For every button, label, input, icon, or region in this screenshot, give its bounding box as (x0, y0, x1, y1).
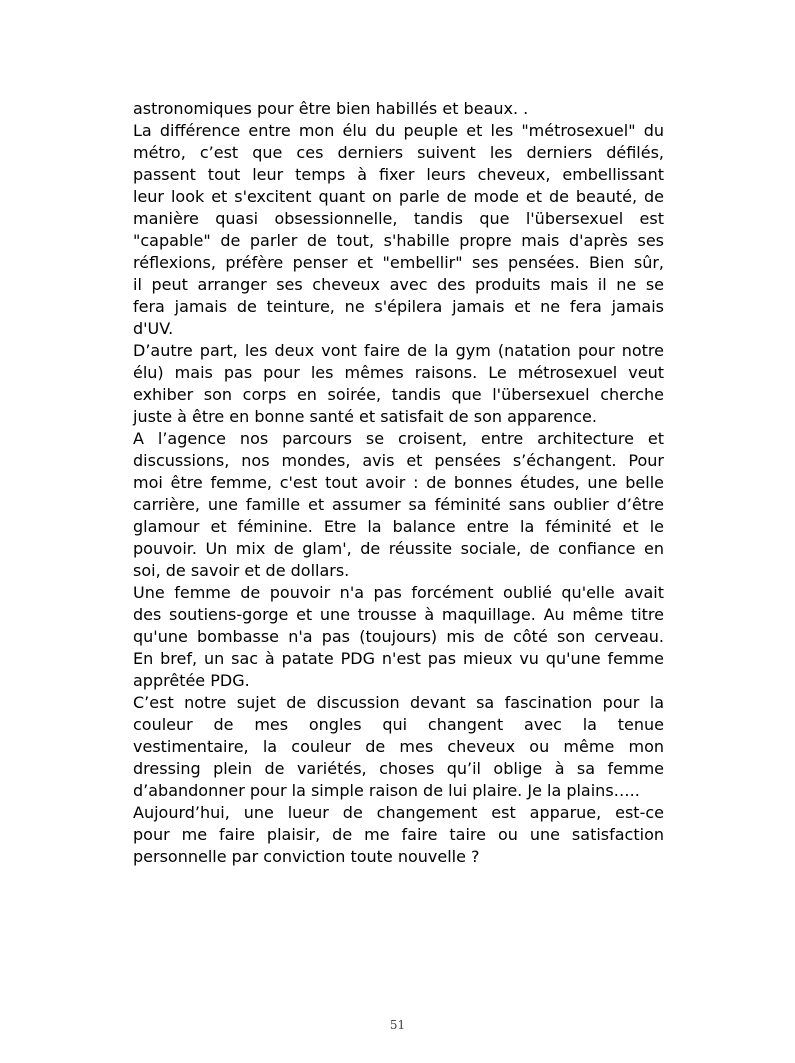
text-line: apprêtée PDG. (133, 671, 250, 690)
paragraph (133, 582, 664, 692)
text-line: carrière, une famille et assumer sa féminité sans oublier d’être (133, 495, 664, 514)
text-line: pouvoir. Un mix de glam', de réussite sociale, de confiance en (133, 539, 664, 558)
text-line: astronomiques pour être bien habillés et beaux. . (133, 99, 529, 118)
text-line: glamour et féminine. Etre la balance entre la féminité et le (133, 517, 664, 536)
text-line: Une femme de pouvoir n'a pas forcément oublié qu'elle avait (133, 583, 664, 602)
body-text (133, 98, 664, 868)
text-line: couleur de mes ongles qui changent avec la tenue (133, 715, 664, 734)
text-line: exhiber son corps en soirée, tandis que l'übersexuel cherche (133, 385, 664, 404)
paragraph (133, 120, 664, 340)
text-line: dressing plein de variétés, choses qu’il oblige à sa femme (133, 759, 664, 778)
text-line: réflexions, préfère penser et "embellir" ses pensées. Bien sûr, (133, 253, 664, 272)
paragraph (133, 340, 664, 428)
text-line: qu'une bombasse n'a pas (toujours) mis de côté son cerveau. (133, 627, 664, 646)
text-line: La différence entre mon élu du peuple et les "métrosexuel" du (133, 121, 664, 140)
text-line: manière quasi obsessionnelle, tandis que l'übersexuel est (133, 209, 664, 228)
text-line: il peut arranger ses cheveux avec des produits mais il ne se (133, 275, 664, 294)
text-line: C’est notre sujet de discussion devant sa fascination pour la (133, 693, 664, 712)
text-line: Aujourd’hui, une lueur de changement est apparue, est-ce (133, 803, 664, 822)
paragraph (133, 428, 664, 582)
text-line: d'UV. (133, 319, 174, 338)
text-line: personnelle par conviction toute nouvelle ? (133, 847, 480, 866)
text-line: En bref, un sac à patate PDG n'est pas mieux vu qu'une femme (133, 649, 664, 668)
text-line: passent tout leur temps à fixer leurs cheveux, embellissant (133, 165, 664, 184)
text-line: soi, de savoir et de dollars. (133, 561, 350, 580)
text-line: A l’agence nos parcours se croisent, entre architecture et (133, 429, 664, 448)
text-line: moi être femme, c'est tout avoir : de bonnes études, une belle (133, 473, 664, 492)
text-line: pour me faire plaisir, de me faire taire ou une satisfaction (133, 825, 664, 844)
page-number: 51 (389, 1018, 406, 1032)
paragraph (133, 692, 664, 802)
text-line: discussions, nos mondes, avis et pensées s’échangent. Pour (133, 451, 664, 470)
text-line: juste à être en bonne santé et satisfait de son apparence. (133, 407, 597, 426)
text-line: fera jamais de teinture, ne s'épilera jamais et ne fera jamais (133, 297, 664, 316)
text-line: "capable" de parler de tout, s'habille propre mais d'après ses (133, 231, 664, 250)
text-line: D’autre part, les deux vont faire de la gym (natation pour notre (133, 341, 664, 360)
text-line: vestimentaire, la couleur de mes cheveux ou même mon (133, 737, 664, 756)
text-line: d’abandonner pour la simple raison de lui plaire. Je la plains….. (133, 781, 640, 800)
text-line: leur look et s'excitent quant on parle de mode et de beauté, de (133, 187, 664, 206)
text-line: des soutiens-gorge et une trousse à maquillage. Au même titre (133, 605, 664, 624)
text-line: métro, c’est que ces derniers suivent les derniers défilés, (133, 143, 664, 162)
paragraph (133, 98, 664, 120)
text-line: élu) mais pas pour les mêmes raisons. Le métrosexuel veut (133, 363, 664, 382)
paragraph (133, 802, 664, 868)
